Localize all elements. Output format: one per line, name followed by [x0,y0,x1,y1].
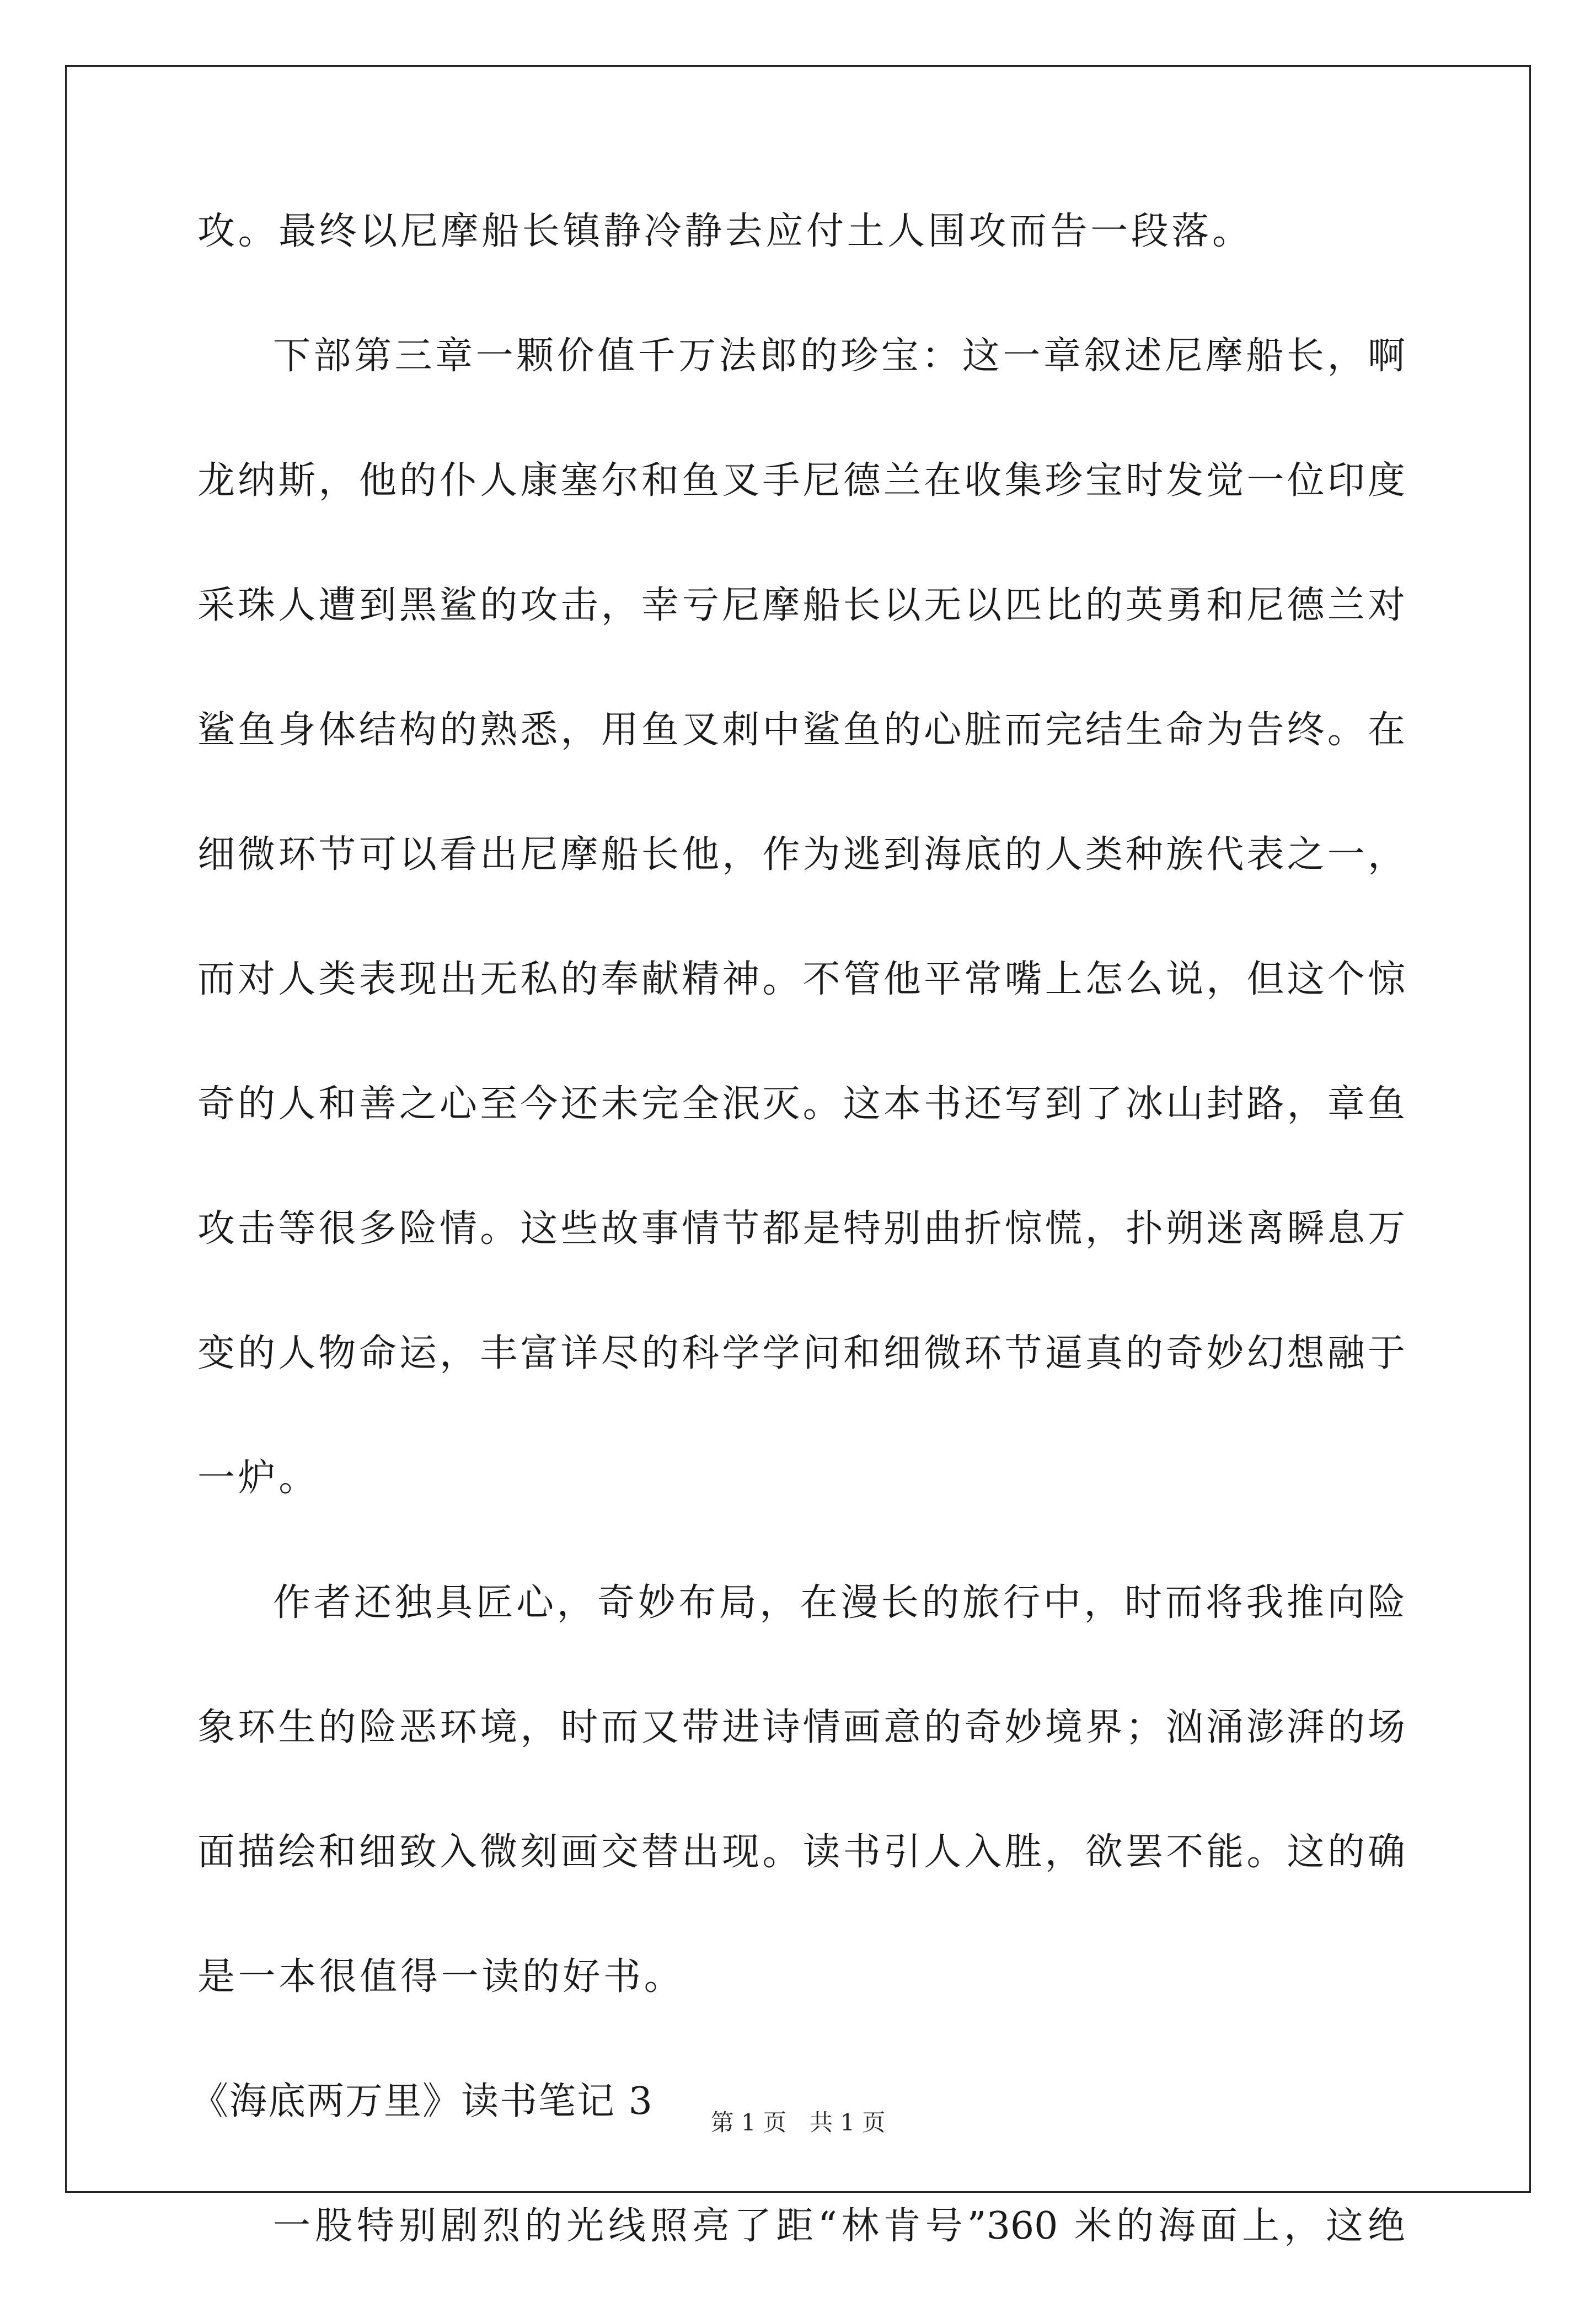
paragraph-line: 一股特别剧烈的光线照亮了距“林肯号”360 米的海面上，这绝 [273,2204,1405,2248]
paragraph-line: 细微环节可以看出尼摩船长他，作为逃到海底的人类种族代表之一， [197,833,1405,877]
paragraph-line: 采珠人遭到黑鲨的攻击，幸亏尼摩船长以无以匹比的英勇和尼德兰对 [197,584,1405,627]
paragraph-line: 攻击等很多险情。这些故事情节都是特别曲折惊慌，扑朔迷离瞬息万 [197,1207,1405,1251]
paragraph-line: 是一本很值得一读的好书。 [197,1955,685,1999]
paragraph-line: 而对人类表现出无私的奉献精神。不管他平常嘴上怎么说，但这个惊 [197,958,1405,1001]
paragraph-line: 一炉。 [197,1456,319,1500]
paragraph-line: 面描绘和细致入微刻画交替出现。读书引人入胜，欲罢不能。这的确 [197,1830,1405,1874]
paragraph-line: 象环生的险恶环境，时而又带进诗情画意的奇妙境界；汹涌澎湃的场 [197,1706,1405,1749]
page-footer: 第 1 页 共 1 页 [710,2109,886,2136]
paragraph-line: 攻。最终以尼摩船长镇静冷静去应付土人围攻而告一段落。 [197,210,1253,253]
paragraph-line: 下部第三章一颗价值千万法郎的珍宝：这一章叙述尼摩船长，啊 [273,334,1405,378]
section-heading: 《海底两万里》读书笔记 3 [191,2080,654,2123]
document-body [191,199,1405,2318]
paragraph-line: 鲨鱼身体结构的熟悉，用鱼叉刺中鲨鱼的心脏而完结生命为告终。在 [197,708,1405,752]
paragraph-line: 作者还独具匠心，奇妙布局，在漫长的旅行中，时而将我推向险 [273,1581,1405,1625]
paragraph-line: 奇的人和善之心至今还未完全泯灭。这本书还写到了冰山封路，章鱼 [197,1082,1405,1126]
paragraph-line: 龙纳斯，他的仆人康塞尔和鱼叉手尼德兰在收集珍宝时发觉一位印度 [197,459,1405,503]
paragraph-line: 变的人物命运，丰富详尽的科学学问和细微环节逼真的奇妙幻想融于 [197,1332,1405,1375]
